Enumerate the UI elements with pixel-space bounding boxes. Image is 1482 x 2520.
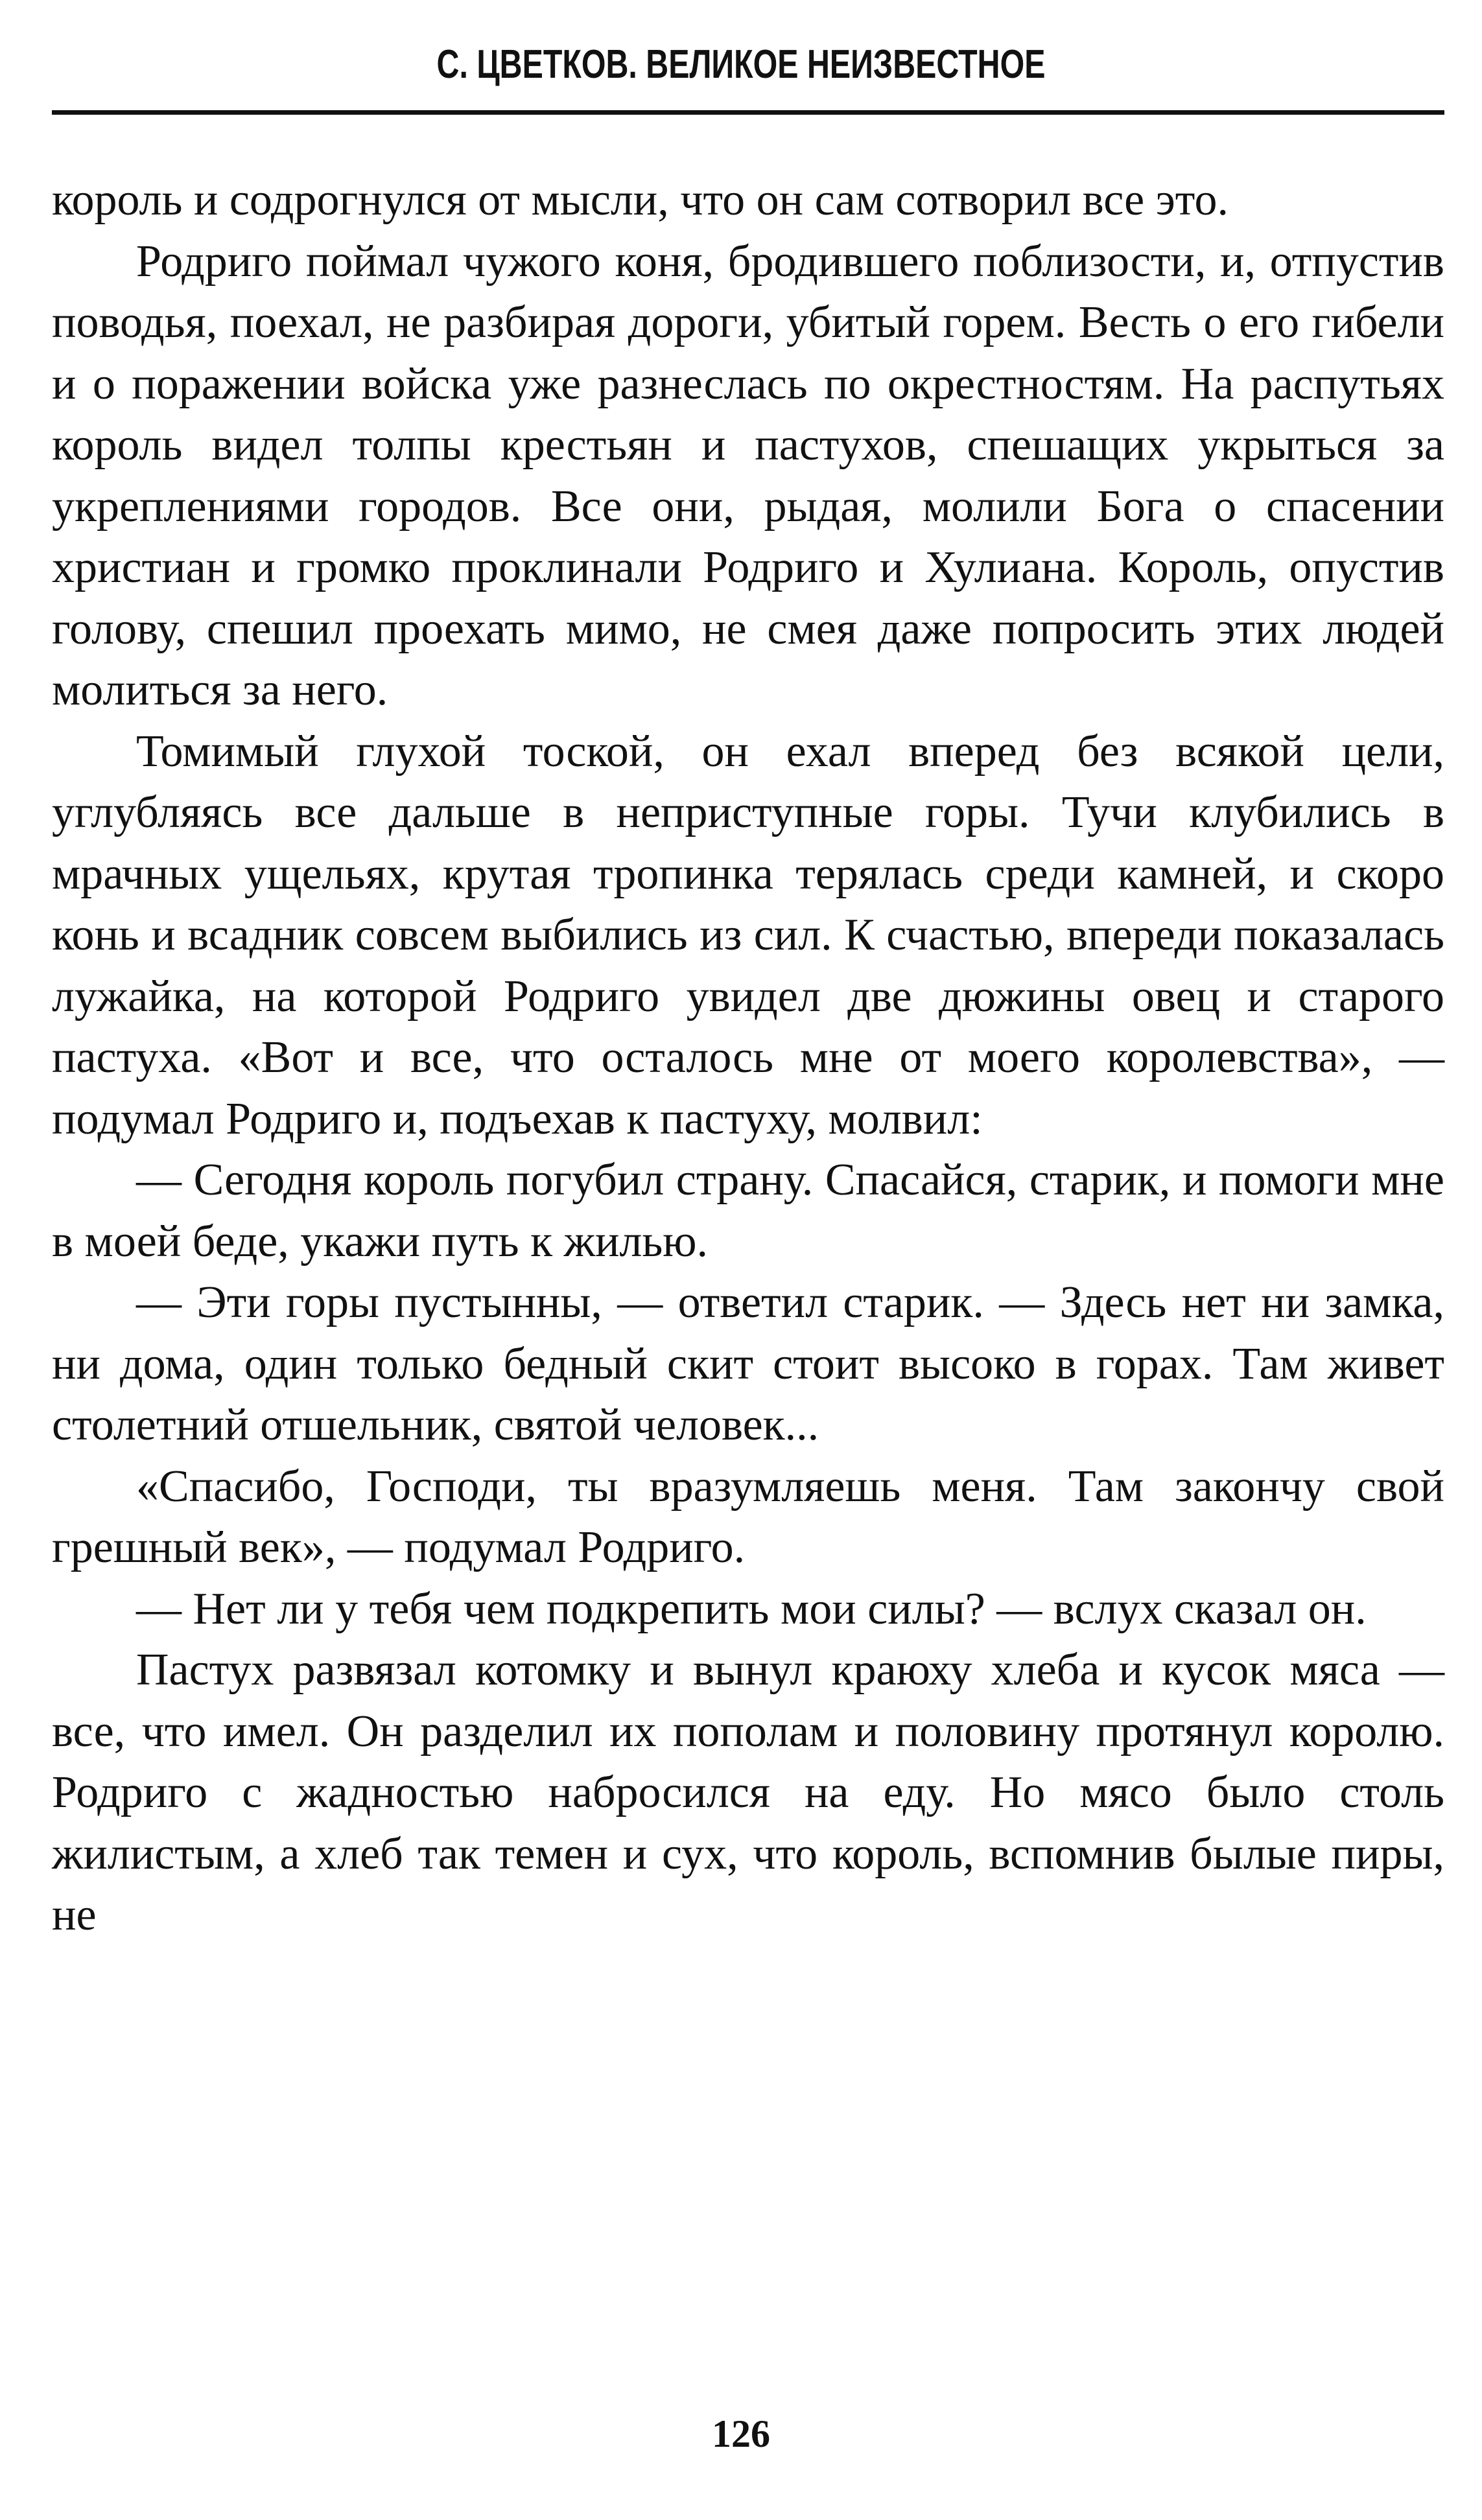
paragraph: — Сегодня король погубил страну. Спасайся, старик, и помоги мне в моей беде, укажи путь к жилью. — [52, 1155, 1444, 1266]
paragraph: Родриго поймал чужого коня, бродившего поблизости, и, отпустив поводья, поехал, не разбирая дороги, убитый горем. Весть о его гибели и о поражении войска уже разнеслась по окрестностям. На распутьях король видел толпы крестьян и пастухов, спешащих укрыться за укреплениями городов. Все они, рыдая, молили Бога о спасении христиан и громко проклинали Родриго и Хулиана. Король, опустив голову, спешил проехать мимо, не смея даже попросить этих людей молиться за него. — [52, 236, 1444, 715]
paragraph: король и содрогнулся от мысли, что он сам сотворил все это. — [52, 175, 1229, 225]
header-rule — [52, 110, 1444, 115]
body-text — [52, 170, 1444, 1946]
page-number: 126 — [712, 2412, 770, 2455]
paragraph: — Нет ли у тебя чем подкрепить мои силы? — вслух сказал он. — [136, 1583, 1367, 1634]
paragraph: «Спасибо, Господи, ты вразумляешь меня. Там закончу свой грешный век», — подумал Родриго. — [52, 1461, 1444, 1572]
paragraph: — Эти горы пустынны, — ответил старик. — Здесь нет ни замка, ни дома, один только бедный скит стоит высоко в горах. Там живет столетний отшельник, святой человек... — [52, 1278, 1444, 1450]
paragraph: Томимый глухой тоской, он ехал вперед без всякой цели, углубляясь все дальше в неприступные горы. Тучи клубились в мрачных ущельях, крутая тропинка терялась среди камней, и скоро конь и всадник совсем выбились из сил. К счастью, впереди показалась лужайка, на которой Родриго увидел две дюжины овец и старого пастуха. «Вот и все, что осталось мне от моего королевства», — подумал Родриго и, подъехав к пастуху, молвил: — [52, 726, 1444, 1144]
paragraph: Пастух развязал котомку и вынул краюху хлеба и кусок мяса — все, что имел. Он разделил их пополам и половину протянул королю. Родриго с жадностью набросился на еду. Но мясо было столь жилистым, а хлеб так темен и сух, что король, вспомнив былые пиры, не — [52, 1645, 1444, 1940]
running-title: С. ЦВЕТКОВ. ВЕЛИКОЕ НЕИЗВЕСТНОЕ — [436, 42, 1046, 87]
